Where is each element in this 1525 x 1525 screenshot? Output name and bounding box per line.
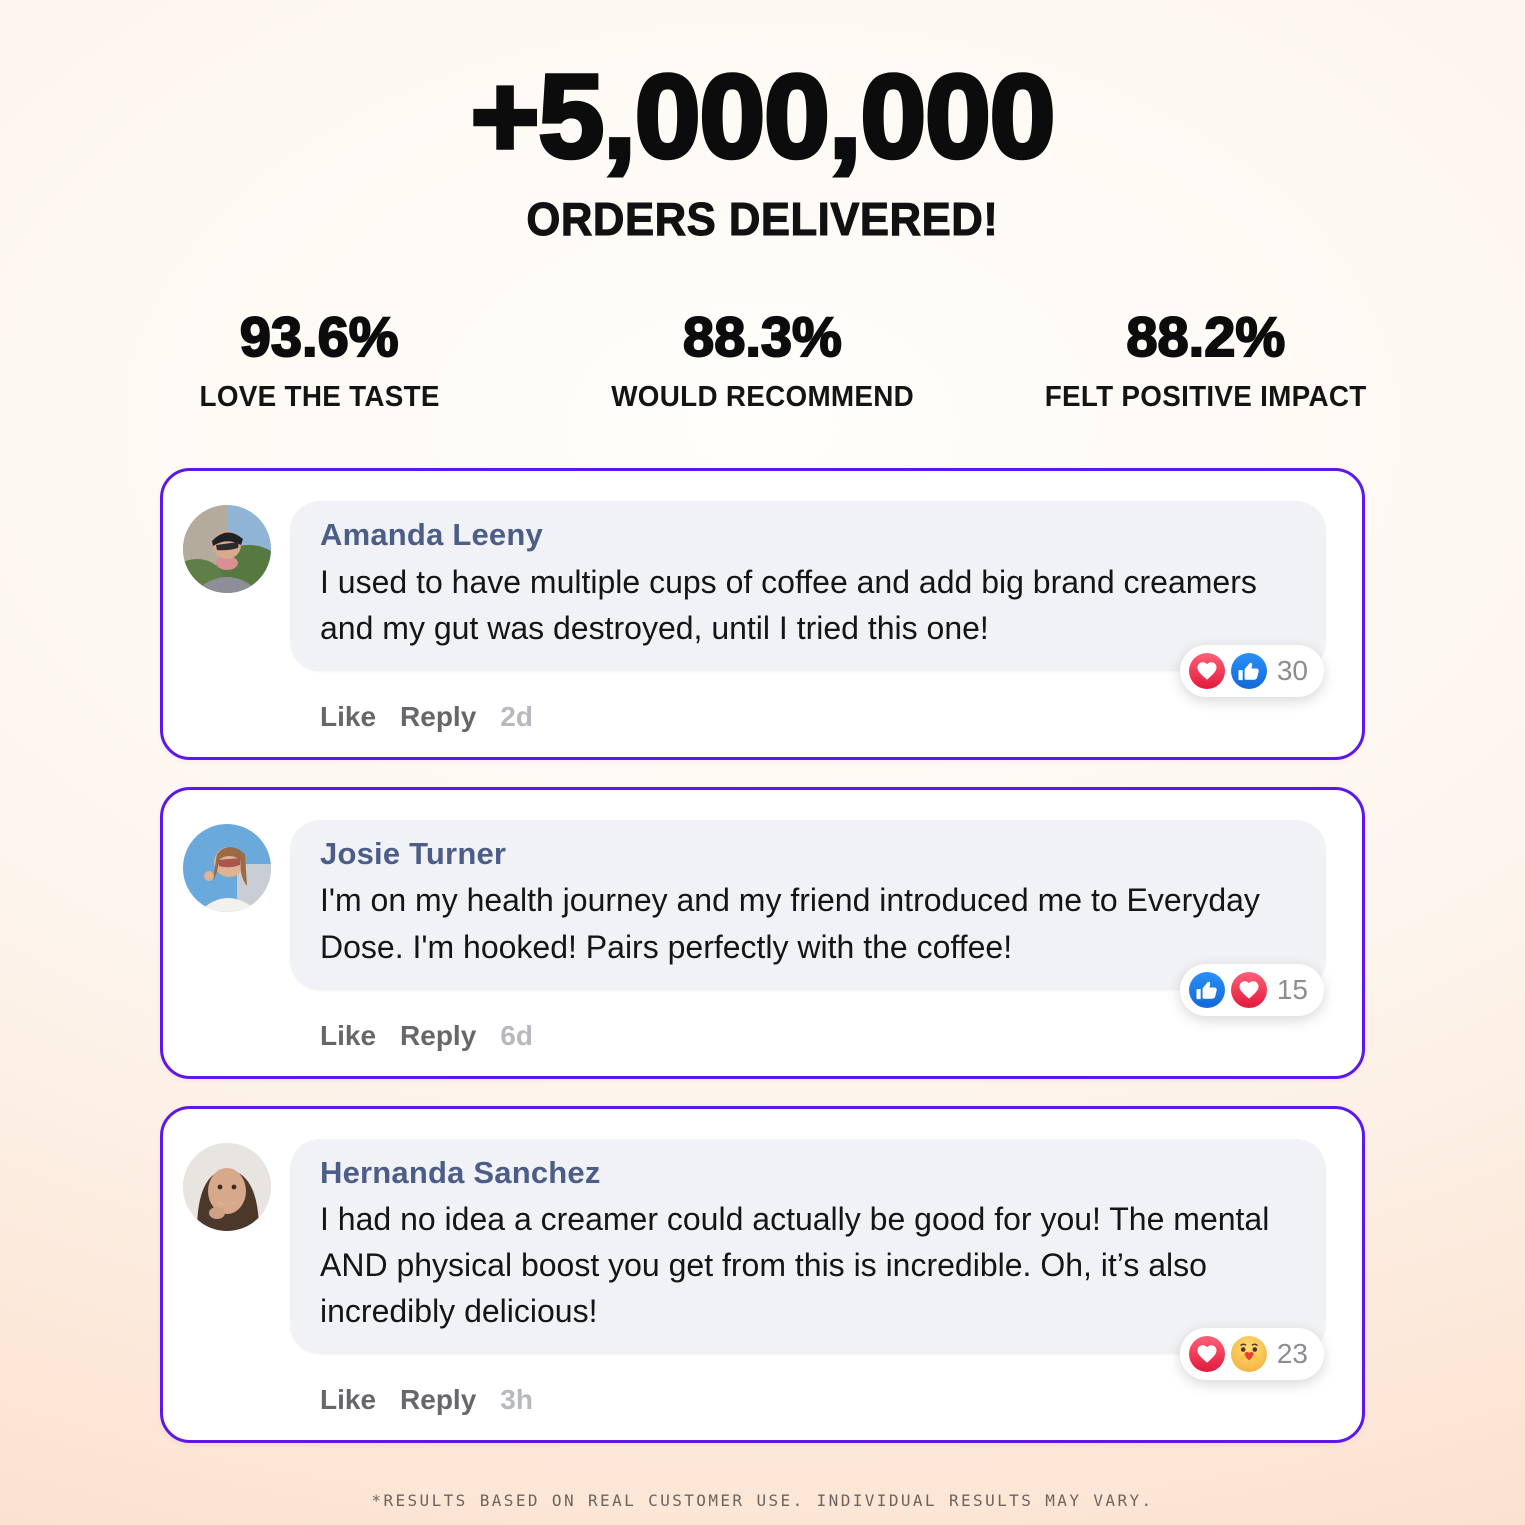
avatar-image-hernanda	[183, 1143, 271, 1231]
avatar-image-amanda	[183, 505, 271, 593]
reply-button[interactable]: Reply	[400, 1019, 477, 1051]
comment-timestamp: 2d	[500, 700, 533, 732]
avatar	[183, 505, 271, 593]
comment-card	[160, 1106, 1365, 1444]
orders-headline: +5,000,000	[470, 51, 1055, 183]
comment-bubble	[290, 1139, 1326, 1370]
thumbs-up-icon	[1189, 972, 1225, 1008]
comment-card	[160, 787, 1365, 1079]
comment-body	[290, 1139, 1326, 1423]
stat-label: LOVE THE TASTE	[199, 381, 440, 413]
comment-card	[160, 468, 1365, 760]
commenter-name: Hernanda Sanchez	[320, 1154, 601, 1190]
stat-label: WOULD RECOMMEND	[611, 381, 914, 413]
comment-meta	[320, 1020, 1326, 1052]
reaction-pill[interactable]	[1180, 1328, 1324, 1380]
comment-body	[290, 820, 1326, 1058]
comment-bubble	[290, 501, 1326, 686]
reply-button[interactable]: Reply	[400, 1384, 477, 1416]
heart-icon	[1189, 653, 1225, 689]
thumbs-up-icon	[1231, 653, 1267, 689]
comment-meta	[320, 1384, 1326, 1416]
like-button[interactable]: Like	[320, 1384, 377, 1416]
heart-icon	[1189, 1336, 1225, 1372]
reaction-count: 15	[1276, 973, 1308, 1005]
avatar	[183, 824, 271, 912]
reaction-count: 30	[1276, 654, 1308, 686]
care-icon	[1231, 1336, 1267, 1372]
comment-timestamp: 6d	[500, 1019, 533, 1051]
heart-icon	[1231, 972, 1267, 1008]
reaction-count: 23	[1276, 1338, 1308, 1370]
comment-text: I'm on my health journey and my friend introduced me to Everyday Dose. I'm hooked! Pairs perfectly with the coffee!	[320, 882, 1260, 965]
comment-text: I had no idea a creamer could actually be good for you! The mental AND physical boost you get from this is incredible. Oh, it’s also incredibly delicious!	[320, 1201, 1270, 1330]
comment-bubble	[290, 820, 1326, 1005]
avatar-image-josie	[183, 824, 271, 912]
header	[0, 0, 1525, 246]
comment-body	[290, 501, 1326, 739]
like-button[interactable]: Like	[320, 1019, 377, 1051]
commenter-name: Josie Turner	[320, 835, 507, 871]
avatar	[183, 1143, 271, 1231]
stat-value: 88.3%	[683, 305, 842, 368]
comment-timestamp: 3h	[500, 1384, 533, 1416]
stat-positive-impact	[984, 304, 1427, 414]
comments-list	[160, 468, 1365, 1443]
disclaimer-text: *RESULTS BASED ON REAL CUSTOMER USE. INDIVIDUAL RESULTS MAY VARY.	[371, 1491, 1154, 1511]
stat-love-taste	[98, 304, 541, 414]
reply-button[interactable]: Reply	[400, 700, 477, 732]
stat-value: 93.6%	[239, 305, 399, 368]
stat-label: FELT POSITIVE IMPACT	[1044, 381, 1367, 413]
reaction-pill[interactable]	[1180, 964, 1324, 1016]
comment-meta	[320, 701, 1326, 733]
commenter-name: Amanda Leeny	[320, 517, 543, 552]
orders-subheadline: ORDERS DELIVERED!	[526, 193, 999, 245]
comment-text: I used to have multiple cups of coffee and add big brand creamers and my gut was destroyed, until I tried this one!	[320, 563, 1257, 646]
stats-row	[98, 304, 1428, 414]
like-button[interactable]: Like	[320, 700, 377, 732]
reaction-pill[interactable]	[1180, 645, 1324, 697]
stat-value: 88.2%	[1126, 305, 1286, 368]
stat-would-recommend	[541, 304, 984, 414]
